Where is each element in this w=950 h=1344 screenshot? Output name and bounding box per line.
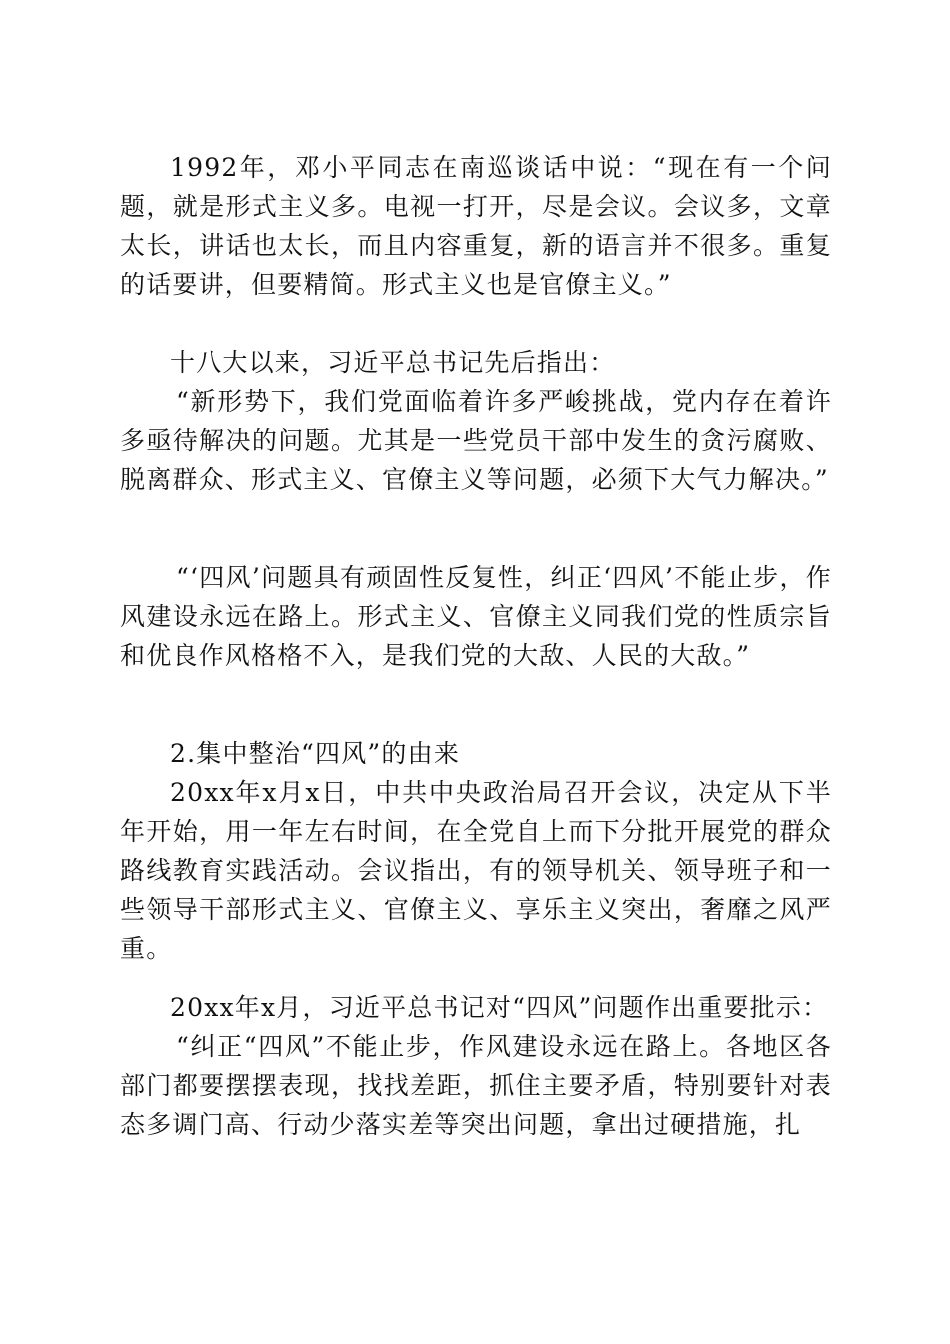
- paragraph-intro-xi-remarks: 十八大以来，习近平总书记先后指出：: [170, 348, 616, 377]
- paragraph-quote-four-winds: “‘四风’问题具有顽固性反复性，纠正‘四风’不能止步，作风建设永远在路上。形式主义、官僚主义同我们党的性质宗旨和优良作风格格不入，是我们党的大敌、人民的大敌。”: [120, 563, 832, 670]
- section-heading-origin: 2.集中整治“四风”的由来: [170, 739, 461, 768]
- paragraph-quote-correct-four-winds: “纠正“四风”不能止步，作风建设永远在路上。各地区各部门都要摆摆表现，找找差距，抓住主要矛盾，特别要针对表态多调门高、行动少落实差等突出问题，拿出过硬措施，扎: [120, 1032, 832, 1139]
- paragraph-politburo-meeting: 20xx年x月x日，中共中央政治局召开会议，决定从下半年开始，用一年左右时间，在全党自上而下分批开展党的群众路线教育实践活动。会议指出，有的领导机关、领导班子和一些领导干部形式主义、官僚主义、享乐主义突出，奢靡之风严重。: [120, 778, 832, 963]
- paragraph-deng-xiaoping-quote: 1992年，邓小平同志在南巡谈话中说：“现在有一个问题，就是形式主义多。电视一打开，尽是会议。会议多，文章太长，讲话也太长，而且内容重复，新的语言并不很多。重复的话要讲，但要精简。形式主义也是官僚主义。”: [120, 153, 832, 299]
- paragraph-quote-new-situation: “新形势下，我们党面临着许多严峻挑战，党内存在着许多亟待解决的问题。尤其是一些党员干部中发生的贪污腐败、脱离群众、形式主义、官僚主义等问题，必须下大气力解决。”: [120, 387, 832, 494]
- paragraph-xi-instruction: 20xx年x月，习近平总书记对“四风”问题作出重要批示：: [170, 993, 829, 1022]
